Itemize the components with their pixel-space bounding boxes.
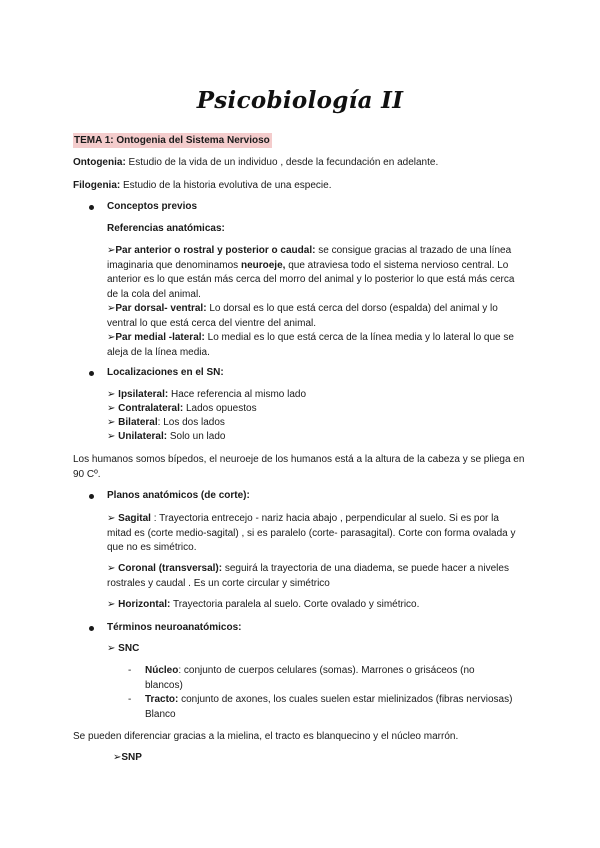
- bullet-icon: [89, 626, 94, 631]
- list-item-par-anterior: ➢Par anterior o rostral y posterior o caudal: se consigue gracias al trazado de una línea imaginaria que denominamos neuroeje, que atraviesa todo el sistema nervioso central. Lo anterior es lo que están más cerca del morro del animal y lo posterior lo que está más cerca de la cola del animal.: [107, 245, 515, 300]
- arrow-bullet-icon: ➢: [107, 599, 116, 610]
- paragraph-mielina: Se pueden diferenciar gracias a la mielina, el tracto es blanquecino y el núcleo marrón.: [73, 731, 459, 742]
- subheading-snc: ➢ SNC: [107, 643, 140, 654]
- list-item-contralateral: ➢ Contralateral: Lados opuestos: [107, 403, 257, 414]
- arrow-bullet-icon: ➢: [107, 332, 116, 343]
- arrow-bullet-icon: ➢: [107, 643, 116, 654]
- definition-filogenia: Filogenia: Estudio de la historia evolutiva de una especie.: [73, 180, 332, 191]
- list-item-ipsilateral: ➢ Ipsilateral: Hace referencia al mismo lado: [107, 389, 307, 400]
- list-item-unilateral: ➢ Unilateral: Solo un lado: [107, 431, 226, 442]
- section-heading-tema: TEMA 1: Ontogenia del Sistema Nervioso: [74, 135, 270, 146]
- list-item-coronal: ➢ Coronal (transversal): seguirá la trayectoria de una diadema, se puede hacer a niveles rostrales y caudal . Es un corte circular y simétrico: [107, 563, 509, 589]
- arrow-bullet-icon: ➢: [107, 513, 116, 524]
- list-item-nucleo: Núcleo: conjunto de cuerpos celulares (somas). Marrones o grisáceos (no blancos): [145, 665, 475, 691]
- list-item-bilateral: ➢ Bilateral: Los dos lados: [107, 417, 225, 428]
- arrow-bullet-icon: ➢: [107, 563, 116, 574]
- dash-bullet-icon: -: [128, 665, 132, 676]
- list-item-par-dorsal: ➢Par dorsal- ventral: Lo dorsal es lo que está cerca del dorso (espalda) del animal y lo ventral lo que está cerca del vientre del animal.: [107, 303, 498, 329]
- subheading-snp: ➢SNP: [113, 752, 142, 763]
- list-item-sagital: ➢ Sagital : Trayectoria entrecejo - nariz hacia abajo , perpendicular al suelo. Si es por la mitad es (corte medio-sagital) , si es paralelo (corte- parasagital). Corte con forma ovalada y que no es simétrico.: [107, 513, 516, 554]
- paragraph-bipedos: Los humanos somos bípedos, el neuroeje de los humanos está a la altura de la cabeza y se pliega en 90 Cº.: [73, 454, 525, 480]
- bullet-icon: [89, 205, 94, 210]
- list-item-tracto: Tracto: conjunto de axones, los cuales suelen estar mielinizados (fibras nerviosas) Blanco: [145, 694, 513, 720]
- list-item-par-medial: ➢Par medial -lateral: Lo medial es lo que está cerca de la línea media y lo lateral lo que se aleja de la línea media.: [107, 332, 514, 358]
- arrow-bullet-icon: ➢: [107, 431, 116, 442]
- arrow-bullet-icon: ➢: [107, 417, 116, 428]
- arrow-bullet-icon: ➢: [107, 303, 116, 314]
- page-title: Psicobiología II: [196, 87, 404, 114]
- bullet-icon: [89, 371, 94, 376]
- subheading-referencias: Referencias anatómicas:: [107, 223, 225, 234]
- definition-ontogenia: Ontogenia: Estudio de la vida de un individuo , desde la fecundación en adelante.: [73, 157, 439, 168]
- heading-planos: Planos anatómicos (de corte):: [107, 490, 250, 501]
- heading-terminos: Términos neuroanatómicos:: [107, 622, 242, 633]
- heading-localizaciones: Localizaciones en el SN:: [107, 367, 224, 378]
- dash-bullet-icon: -: [128, 694, 132, 705]
- arrow-bullet-icon: ➢: [107, 403, 116, 414]
- arrow-bullet-icon: ➢: [107, 389, 116, 400]
- arrow-bullet-icon: ➢: [107, 245, 116, 256]
- bullet-icon: [89, 494, 94, 499]
- arrow-bullet-icon: ➢: [113, 752, 122, 763]
- list-item-horizontal: ➢ Horizontal: Trayectoria paralela al suelo. Corte ovalado y simétrico.: [107, 599, 420, 610]
- heading-conceptos-previos: Conceptos previos: [107, 201, 198, 212]
